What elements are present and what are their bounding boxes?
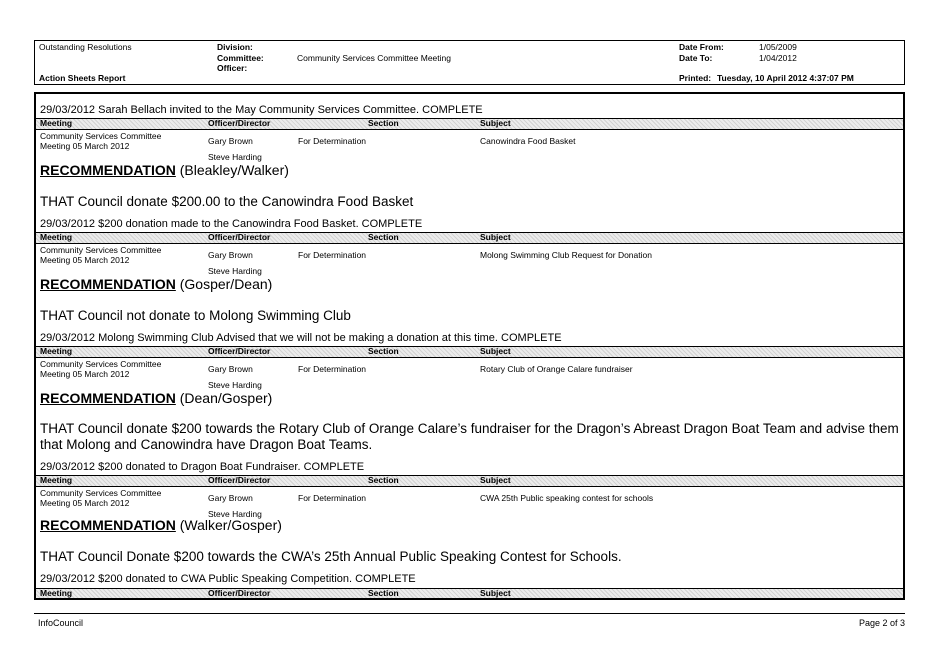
director-name: Steve Harding [208,380,262,390]
status-line: 29/03/2012 $200 donation made to the Canowindra Food Basket. COMPLETE [40,218,423,230]
status-line: 29/03/2012 Sarah Bellach invited to the May Community Services Committee. COMPLETE [40,104,483,116]
col-subject: Subject [480,118,511,128]
col-meeting: Meeting [40,232,73,242]
resolution-text: THAT Council donate $200.00 to the Canowindra Food Basket [40,194,414,209]
column-header-row [36,346,903,358]
section-value: For Determination [298,493,367,503]
director-name: Steve Harding [208,152,262,162]
column-header-row [36,118,903,130]
status-line: 29/03/2012 $200 donated to CWA Public Speaking Competition. COMPLETE [40,573,416,585]
col-subject: Subject [480,475,511,485]
col-section: Section [368,588,399,598]
footer-page-number: Page 2 of 3 [858,618,905,628]
col-subject: Subject [480,588,511,598]
subject-value: Rotary Club of Orange Calare fundraiser [480,364,633,374]
meeting-date: Meeting 05 March 2012 [40,498,130,508]
date-from-value: 1/05/2009 [759,42,797,52]
recommendation-heading [40,517,282,533]
printed-value: Tuesday, 10 April 2012 4:37:07 PM [717,73,854,83]
officer-name: Gary Brown [208,493,253,503]
column-header-row [36,475,903,487]
director-name: Steve Harding [208,509,262,519]
subject-value: Canowindra Food Basket [480,136,576,146]
committee-label: Committee: [217,53,264,63]
col-officer: Officer/Director [208,475,271,485]
officer-name: Gary Brown [208,364,253,374]
recommendation-keyword: RECOMMENDATION [40,517,176,533]
meeting-date: Meeting 05 March 2012 [40,141,130,151]
division-label: Division: [217,42,253,52]
recommendation-movers: (Bleakley/Walker) [175,162,289,178]
recommendation-heading [40,276,272,292]
report-header [34,40,905,85]
meeting-name: Community Services Committee [40,131,162,141]
footer-app-name: InfoCouncil [38,618,84,628]
col-meeting: Meeting [40,588,73,598]
col-meeting: Meeting [40,346,73,356]
section-value: For Determination [298,136,367,146]
column-header-row [36,588,903,600]
col-section: Section [368,475,399,485]
report-subtitle: Action Sheets Report [39,73,126,83]
footer-divider [34,613,905,614]
meeting-name: Community Services Committee [40,245,162,255]
col-officer: Officer/Director [208,118,271,128]
col-officer: Officer/Director [208,232,271,242]
recommendation-movers: (Gosper/Dean) [175,276,273,292]
resolution-text: THAT Council Donate $200 towards the CWA’s 25th Annual Public Speaking Contest for Schools. [40,549,622,564]
officer-name: Gary Brown [208,250,253,260]
col-meeting: Meeting [40,118,73,128]
section-value: For Determination [298,250,367,260]
recommendation-movers: (Walker/Gosper) [175,517,282,533]
officer-name: Gary Brown [208,136,253,146]
col-section: Section [368,232,399,242]
report-title: Outstanding Resolutions [39,42,132,52]
section-value: For Determination [298,364,367,374]
recommendation-movers: (Dean/Gosper) [175,390,273,406]
col-officer: Officer/Director [208,346,271,356]
recommendation-keyword: RECOMMENDATION [40,276,176,292]
col-officer: Officer/Director [208,588,271,598]
date-from-label: Date From: [679,42,724,52]
date-to-value: 1/04/2012 [759,53,797,63]
director-name: Steve Harding [208,266,262,276]
col-section: Section [368,118,399,128]
col-section: Section [368,346,399,356]
meeting-date: Meeting 05 March 2012 [40,369,130,379]
recommendation-heading [40,162,289,178]
col-meeting: Meeting [40,475,73,485]
officer-label: Officer: [217,63,248,73]
resolution-text: THAT Council donate $200 towards the Rotary Club of Orange Calare’s fundraiser for the Dragon’s Abreast Dragon Boat Team and advise them that Molong and Canowindra have Dragon Boat Teams. [40,421,899,452]
meeting-name: Community Services Committee [40,359,162,369]
recommendation-keyword: RECOMMENDATION [40,162,176,178]
subject-value: Molong Swimming Club Request for Donation [480,250,652,260]
date-to-label: Date To: [679,53,713,63]
col-subject: Subject [480,232,511,242]
subject-value: CWA 25th Public speaking contest for schools [480,493,654,503]
report-content [34,92,905,600]
recommendation-heading [40,390,272,406]
status-line: 29/03/2012 Molong Swimming Club Advised that we will not be making a donation at this time. COMPLETE [40,332,562,344]
status-line: 29/03/2012 $200 donated to Dragon Boat Fundraiser. COMPLETE [40,461,365,473]
column-header-row [36,232,903,244]
recommendation-keyword: RECOMMENDATION [40,390,176,406]
resolution-text: THAT Council not donate to Molong Swimming Club [40,308,351,323]
printed-label: Printed: [679,73,712,83]
committee-value: Community Services Committee Meeting [297,53,451,63]
col-subject: Subject [480,346,511,356]
meeting-date: Meeting 05 March 2012 [40,255,130,265]
meeting-name: Community Services Committee [40,488,162,498]
